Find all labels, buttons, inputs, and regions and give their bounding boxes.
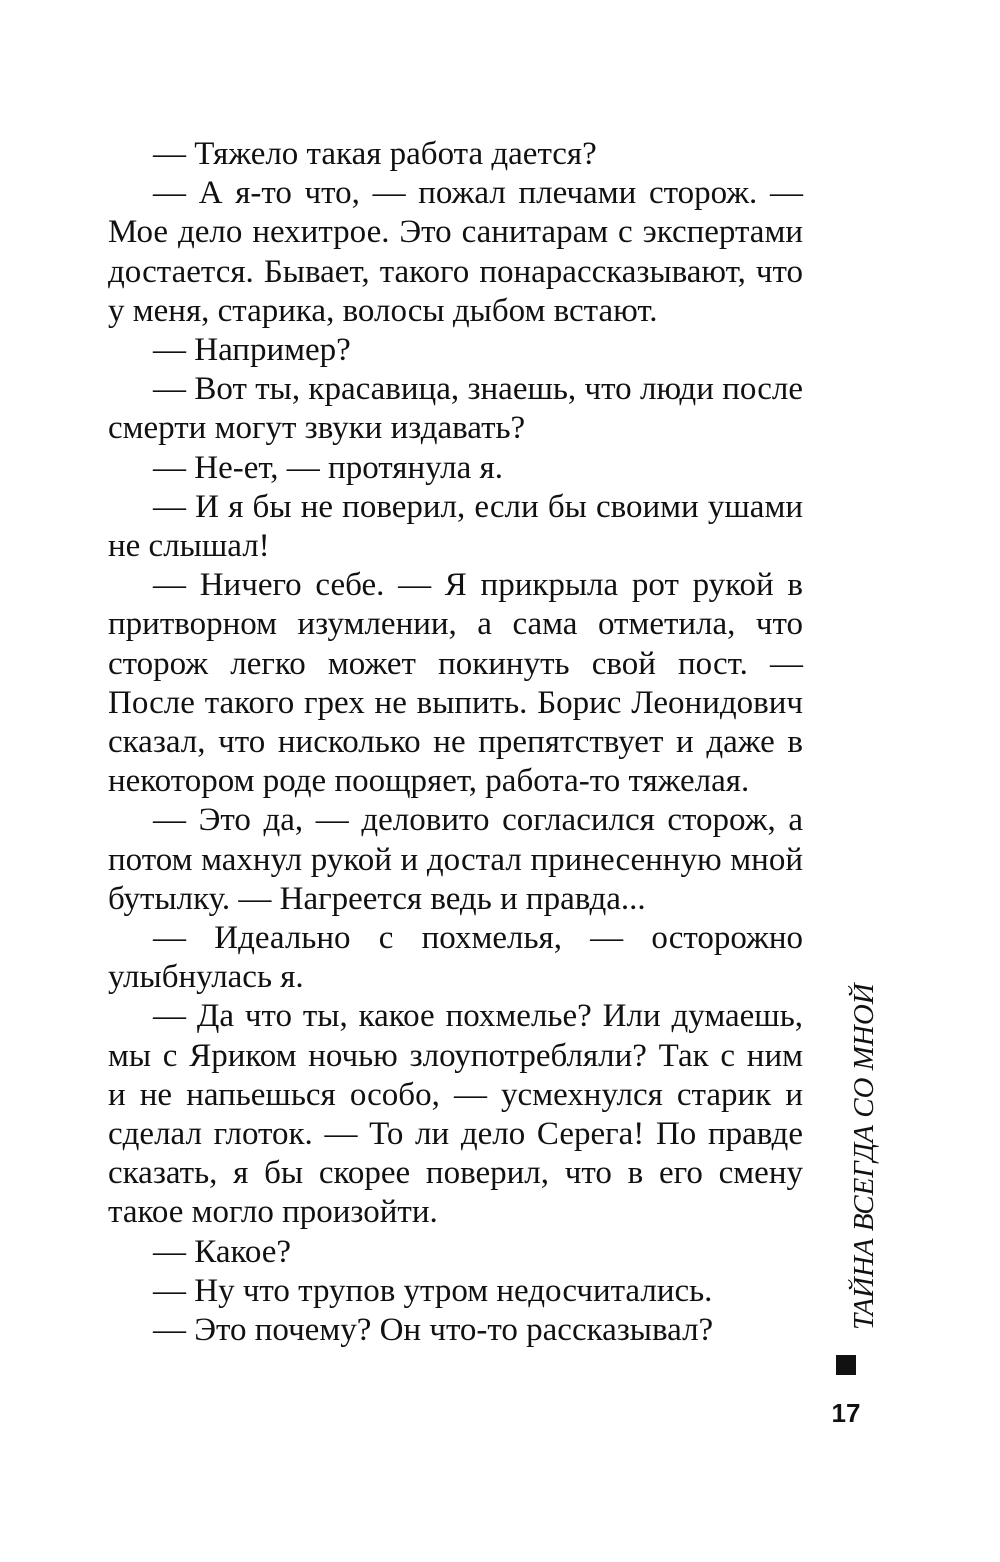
paragraph: — А я-то что, — пожал плечами сторож. — Мое дело нехитрое. Это санитарам с экспертами достается. Бывает, такого понарассказывают, что у меня, старика, волосы дыбом встают. (108, 175, 803, 329)
running-title: ТАЙНА ВСЕГДА СО МНОЙ (848, 983, 880, 1330)
paragraph: — Например? (153, 332, 351, 369)
paragraph: — Идеально с похмелья, — осторожно улыбнулась я. (108, 920, 803, 996)
paragraph: — Ну что трупов утром недосчитались. (153, 1272, 713, 1309)
paragraph: — Да что ты, какое похмелье? Или думаешь, мы с Яриком ночью злоупотребляли? Так с ним и не напьешься особо, — усмехнулся старик и сделал глоток. — То ли дело Серега! По правде сказать, я бы скорее поверил, что в его смену такое могло произойти. (108, 998, 803, 1231)
paragraph: — Какое? (153, 1233, 292, 1270)
page-number: 17 (831, 1398, 861, 1428)
paragraph: — Ничего себе. — Я прикрыла рот рукой в притворном изумлении, а сама отметила, что сторож легко может покинуть свой пост. — После такого грех не выпить. Борис Леонидович сказал, что нисколько не препятствует и даже в некотором роде поощряет, работа-то тяжелая. (108, 567, 803, 800)
paragraph: — Тяжело такая работа дается? (153, 136, 597, 172)
paragraph: — И я бы не поверил, если бы своими ушами не слышал! (108, 488, 803, 565)
paragraph: — Это да, — деловито согласился сторож, а потом махнул рукой и достал принесенную мной бутылку. — Нагреется ведь и правда... (108, 802, 803, 917)
paragraph: — Это почему? Он что-то рассказывал? (153, 1312, 714, 1349)
body-text (108, 135, 803, 1350)
paragraph: — Не-ет, — протянула я. (153, 449, 503, 486)
paragraph: — Вот ты, красавица, знаешь, что люди после смерти могут звуки издавать? (108, 371, 803, 447)
square-marker-icon (836, 1355, 856, 1375)
